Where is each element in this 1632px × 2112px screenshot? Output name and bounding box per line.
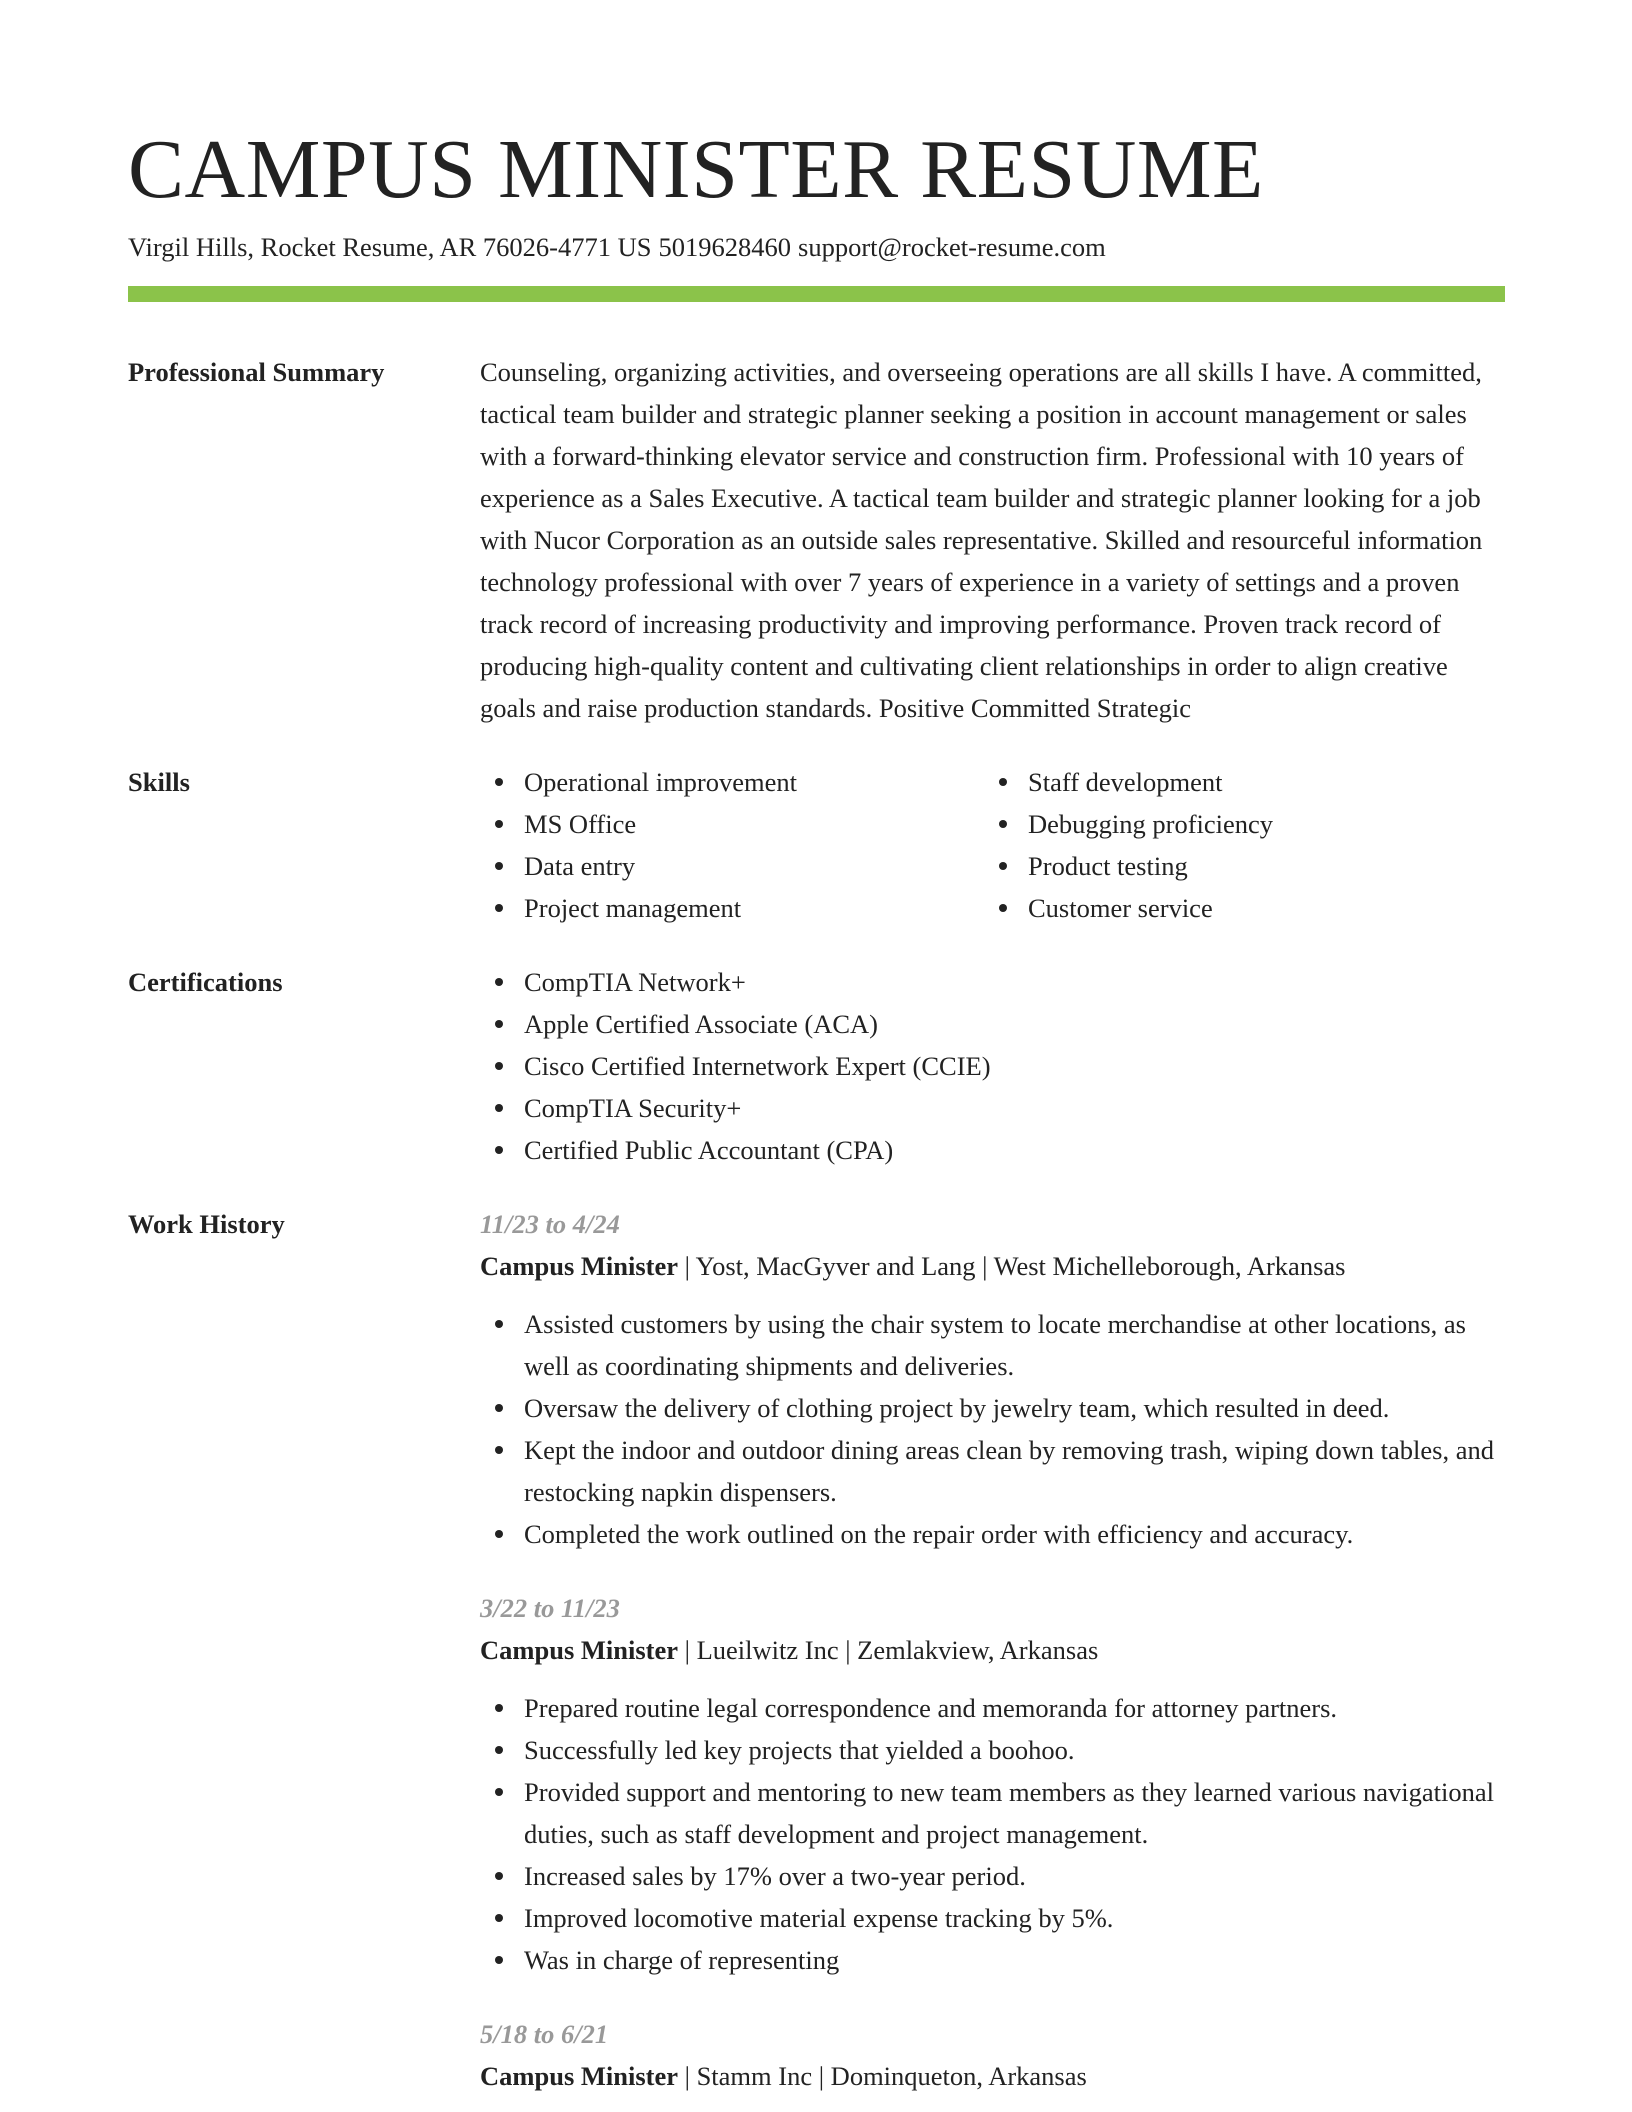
skills-column-1 (480, 761, 984, 929)
skill-item: Debugging proficiency (984, 803, 1488, 845)
job-bullet: Prepared routine legal correspondence and memoranda for attorney partners. (480, 1687, 1505, 1729)
job-entry (480, 1203, 1505, 1555)
job-details: | Lueilwitz Inc | Zemlakview, Arkansas (678, 1635, 1099, 1665)
contact-address: Virgil Hills, Rocket Resume, AR 76026-4771 US (128, 232, 652, 262)
skill-item: Customer service (984, 887, 1488, 929)
job-bullet: Completed the work outlined on the repair order with efficiency and accuracy. (480, 1513, 1505, 1555)
work-history-section (128, 1203, 1505, 2097)
job-bullet: Kept the indoor and outdoor dining areas clean by removing trash, wiping down tables, and restocking napkin dispensers. (480, 1429, 1505, 1513)
resume-page (128, 0, 1505, 2097)
job-bullets (480, 1687, 1505, 1981)
summary-heading: Professional Summary (128, 357, 385, 387)
job-dates: 11/23 to 4/24 (480, 1209, 620, 1239)
job-entry (480, 1587, 1505, 1981)
job-bullet: Assisted customers by using the chair system to locate merchandise at other locations, as well as coordinating shipments and deliveries. (480, 1303, 1505, 1387)
certifications-heading: Certifications (128, 967, 283, 997)
contact-phone: 5019628460 (658, 232, 792, 262)
job-role: Campus Minister (480, 1251, 679, 1281)
job-details: | Stamm Inc | Dominqueton, Arkansas (678, 2061, 1087, 2091)
skills-section (128, 761, 1505, 929)
certification-item: Certified Public Accountant (CPA) (480, 1129, 1505, 1171)
certifications-body (480, 961, 1505, 1171)
certifications-list (480, 961, 1505, 1171)
job-title-line (480, 1245, 1505, 1287)
job-bullet: Was in charge of representing (480, 1939, 1505, 1981)
job-bullets (480, 1303, 1505, 1555)
job-dates: 3/22 to 11/23 (480, 1593, 620, 1623)
skill-item: Project management (480, 887, 984, 929)
job-bullet: Oversaw the delivery of clothing project by jewelry team, which resulted in deed. (480, 1387, 1505, 1429)
skill-item: Operational improvement (480, 761, 984, 803)
certification-item: CompTIA Security+ (480, 1087, 1505, 1129)
job-title-line (480, 2055, 1505, 2097)
skills-list (480, 761, 1505, 929)
resume-title: CAMPUS MINISTER RESUME (128, 123, 1264, 216)
job-bullet: Improved locomotive material expense tracking by 5%. (480, 1897, 1505, 1939)
job-bullet: Provided support and mentoring to new team members as they learned various navigational duties, such as staff development and project management. (480, 1771, 1505, 1855)
certification-item: Cisco Certified Internetwork Expert (CCIE) (480, 1045, 1505, 1087)
header-accent-rule (128, 286, 1505, 302)
job-bullet: Increased sales by 17% over a two-year period. (480, 1855, 1505, 1897)
summary-text: Counseling, organizing activities, and overseeing operations are all skills I have. A committed, tactical team builder and strategic planner seeking a position in account management or sales with a forward-thinking elevator service and construction firm. Professional with 10 years of experience as a Sales Executive. A tactical team builder and strategic planner looking for a job with Nucor Corporation as an outside sales representative. Skilled and resourceful information technology professional with over 7 years of experience in a variety of settings and a proven track record of increasing productivity and improving performance. Proven track record of producing high-quality content and cultivating client relationships in order to align creative goals and raise production standards. Positive Committed Strategic (480, 357, 1483, 723)
certification-item: CompTIA Network+ (480, 961, 1505, 1003)
work-history-body (480, 1203, 1505, 2097)
work-history-heading: Work History (128, 1209, 285, 1239)
skill-item: Staff development (984, 761, 1488, 803)
contact-line (128, 230, 1505, 264)
skills-heading: Skills (128, 767, 190, 797)
job-role: Campus Minister (480, 2061, 679, 2091)
job-details: | Yost, MacGyver and Lang | West Michelleborough, Arkansas (678, 1251, 1346, 1281)
skill-item: MS Office (480, 803, 984, 845)
job-entry (480, 2013, 1505, 2097)
contact-email[interactable]: support@rocket-resume.com (798, 232, 1106, 262)
skills-column-2 (984, 761, 1488, 929)
certifications-section (128, 961, 1505, 1171)
certification-item: Apple Certified Associate (ACA) (480, 1003, 1505, 1045)
summary-section (128, 351, 1505, 729)
job-bullet: Successfully led key projects that yielded a boohoo. (480, 1729, 1505, 1771)
job-title-line (480, 1629, 1505, 1671)
job-dates: 5/18 to 6/21 (480, 2019, 609, 2049)
job-role: Campus Minister (480, 1635, 679, 1665)
skill-item: Data entry (480, 845, 984, 887)
skill-item: Product testing (984, 845, 1488, 887)
